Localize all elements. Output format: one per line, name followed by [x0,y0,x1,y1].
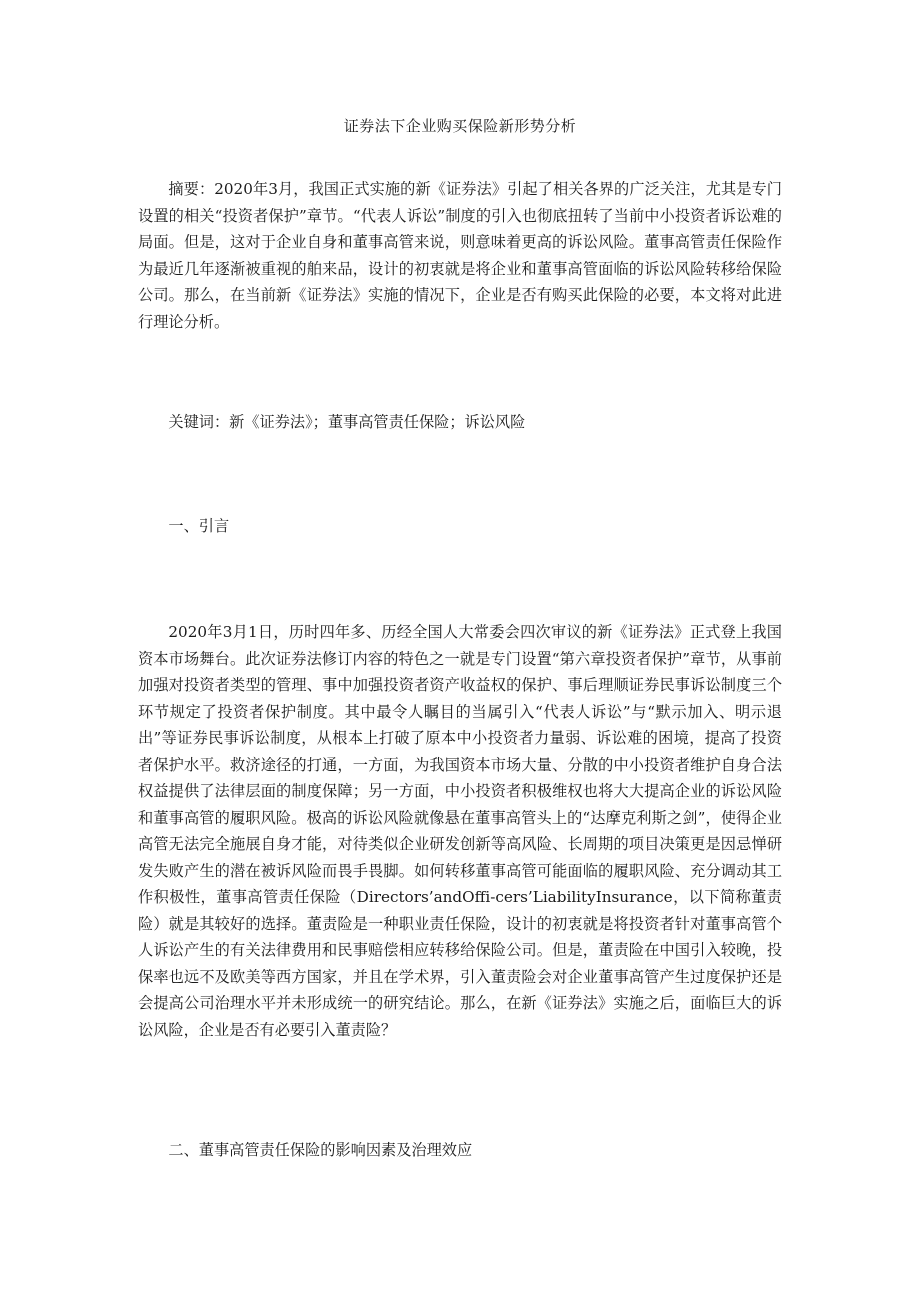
keywords-line: 关键词：新《证券法》；董事高管责任保险；诉讼风险 [168,413,526,431]
document-title: 证券法下企业购买保险新形势分析 [343,117,577,135]
section-1-heading: 一、引言 [168,517,230,535]
abstract-paragraph: 摘要：2020年3月，我国正式实施的新《证券法》引起了相关各界的广泛关注，尤其是专门设置的相关“投资者保护”章节。“代表人诉讼”制度的引入也彻底扭转了当前中小投资者诉讼难的局面。但是，这对于企业自身和董事高管来说，则意味着更高的诉讼风险。董事高管责任保险作为最近几年逐渐被重视的舶来品，设计的初衷就是将企业和董事高管面临的诉讼风险转移给保险公司。那么，在当前新《证券法》实施的情况下，企业是否有购买此保险的必要，本文将对此进行理论分析。 [138,180,782,331]
section-2-heading: 二、董事高管责任保险的影响因素及治理效应 [168,1141,473,1159]
section-1-body: 2020年3月1日，历时四年多、历经全国人大常委会四次审议的新《证券法》正式登上我国资本市场舞台。此次证券法修订内容的特色之一就是专门设置“第六章投资者保护”章节，从事前加强对投资者类型的管理、事中加强投资者资产收益权的保护、事后理顺证券民事诉讼制度三个环节规定了投资者保护制度。其中最令人瞩目的当属引入“代表人诉讼”与“默示加入、明示退出”等证券民事诉讼制度，从根本上打破了原本中小投资者力量弱、诉讼难的困境，提高了投资者保护水平。救济途径的打通，一方面，为我国资本市场大量、分散的中小投资者维护自身合法权益提供了法律层面的制度保障；另一方面，中小投资者积极维权也将大大提高企业的诉讼风险和董事高管的履职风险。极高的诉讼风险就像悬在董事高管头上的“达摩克利斯之剑”，使得企业高管无法完全施展自身才能，对待类似企业研发创新等高风险、长周期的项目决策更是因忌惮研发失败产生的潜在被诉风险而畏手畏脚。如何转移董事高管可能面临的履职风险、充分调动其工作积极性，董事高管责任保险（Directors’andOffi-cers’LiabilityInsurance，以下简称董责险）就是其较好的选择。董责险是一种职业责任保险，设计的初衷就是将投资者针对董事高管个人诉讼产生的有关法律费用和民事赔偿相应转移给保险公司。但是，董责险在中国引入较晚，投保率也远不及欧美等西方国家，并且在学术界，引入董责险会对企业董事高管产生过度保护还是会提高公司治理水平并未形成统一的研究结论。那么，在新《证券法》实施之后，面临巨大的诉讼风险，企业是否有必要引入董责险？ [138,623,782,1039]
